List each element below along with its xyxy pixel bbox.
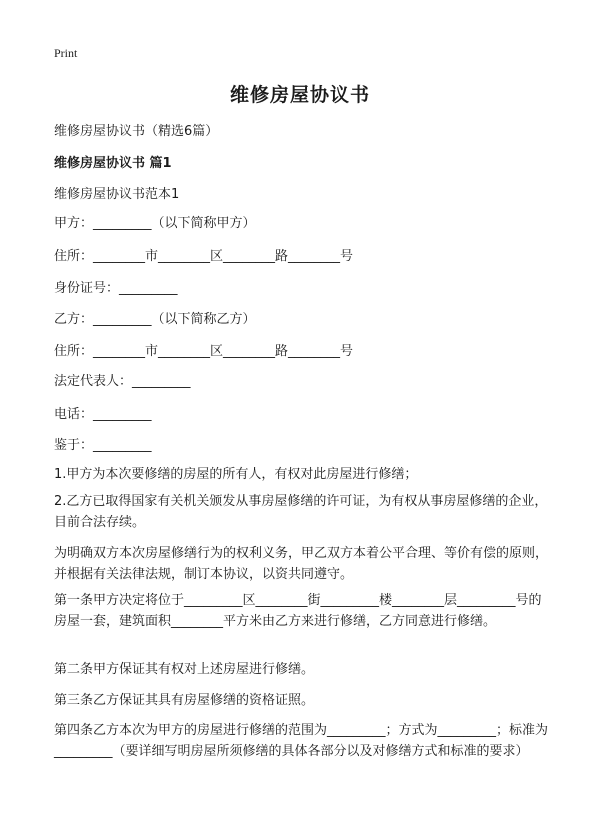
phone-line: 电话：_________ [54, 407, 152, 422]
preamble: 为明确双方本次房屋修缮行为的权利义务，甲乙双方本着公平合理、等价有偿的原则，并根据有关法律法规，制订本协议，以资共同遵守。 [54, 546, 549, 582]
party-a-address-line: 住所：________市________区________路________号 [54, 249, 354, 264]
article-4: 第四条乙方本次为甲方的房屋进行修缮的范围为_________；方式为_________；标准为_________（要详细写明房屋所须修缮的具体各部分以及对修缮方式和标准的要求） [54, 723, 549, 759]
section-heading: 维修房屋协议书 篇1 [54, 156, 172, 171]
article-2: 第二条甲方保证其有权对上述房屋进行修缮。 [54, 662, 315, 677]
article-1: 第一条甲方决定将位于_________区________街_________楼________层_________号的房屋一套，建筑面积________平方米由乙方来进行修缮，乙方同意进行修缮。 [54, 593, 542, 629]
whereas-line: 鉴于：_________ [54, 438, 152, 453]
legal-rep-line: 法定代表人：_________ [54, 374, 191, 389]
party-a-line: 甲方：_________（以下简称甲方） [54, 216, 256, 231]
id-number-line: 身份证号：_________ [54, 281, 178, 296]
document-subtitle: 维修房屋协议书（精选6篇） [54, 124, 219, 139]
party-b-line: 乙方：_________（以下简称乙方） [54, 312, 256, 327]
sample-label: 维修房屋协议书范本1 [54, 187, 180, 202]
article-3: 第三条乙方保证其具有房屋修缮的资格证照。 [54, 693, 315, 708]
party-b-address-line: 住所：________市________区________路________号 [54, 344, 354, 359]
print-link[interactable]: Print [54, 46, 78, 60]
document-title: 维修房屋协议书 [229, 84, 370, 106]
clause-2: 2.乙方已取得国家有关机关颁发从事房屋修缮的许可证，为有权从事房屋修缮的企业，目前合法存续。 [54, 494, 548, 530]
clause-1: 1.甲方为本次要修缮的房屋的所有人，有权对此房屋进行修缮； [54, 467, 418, 482]
